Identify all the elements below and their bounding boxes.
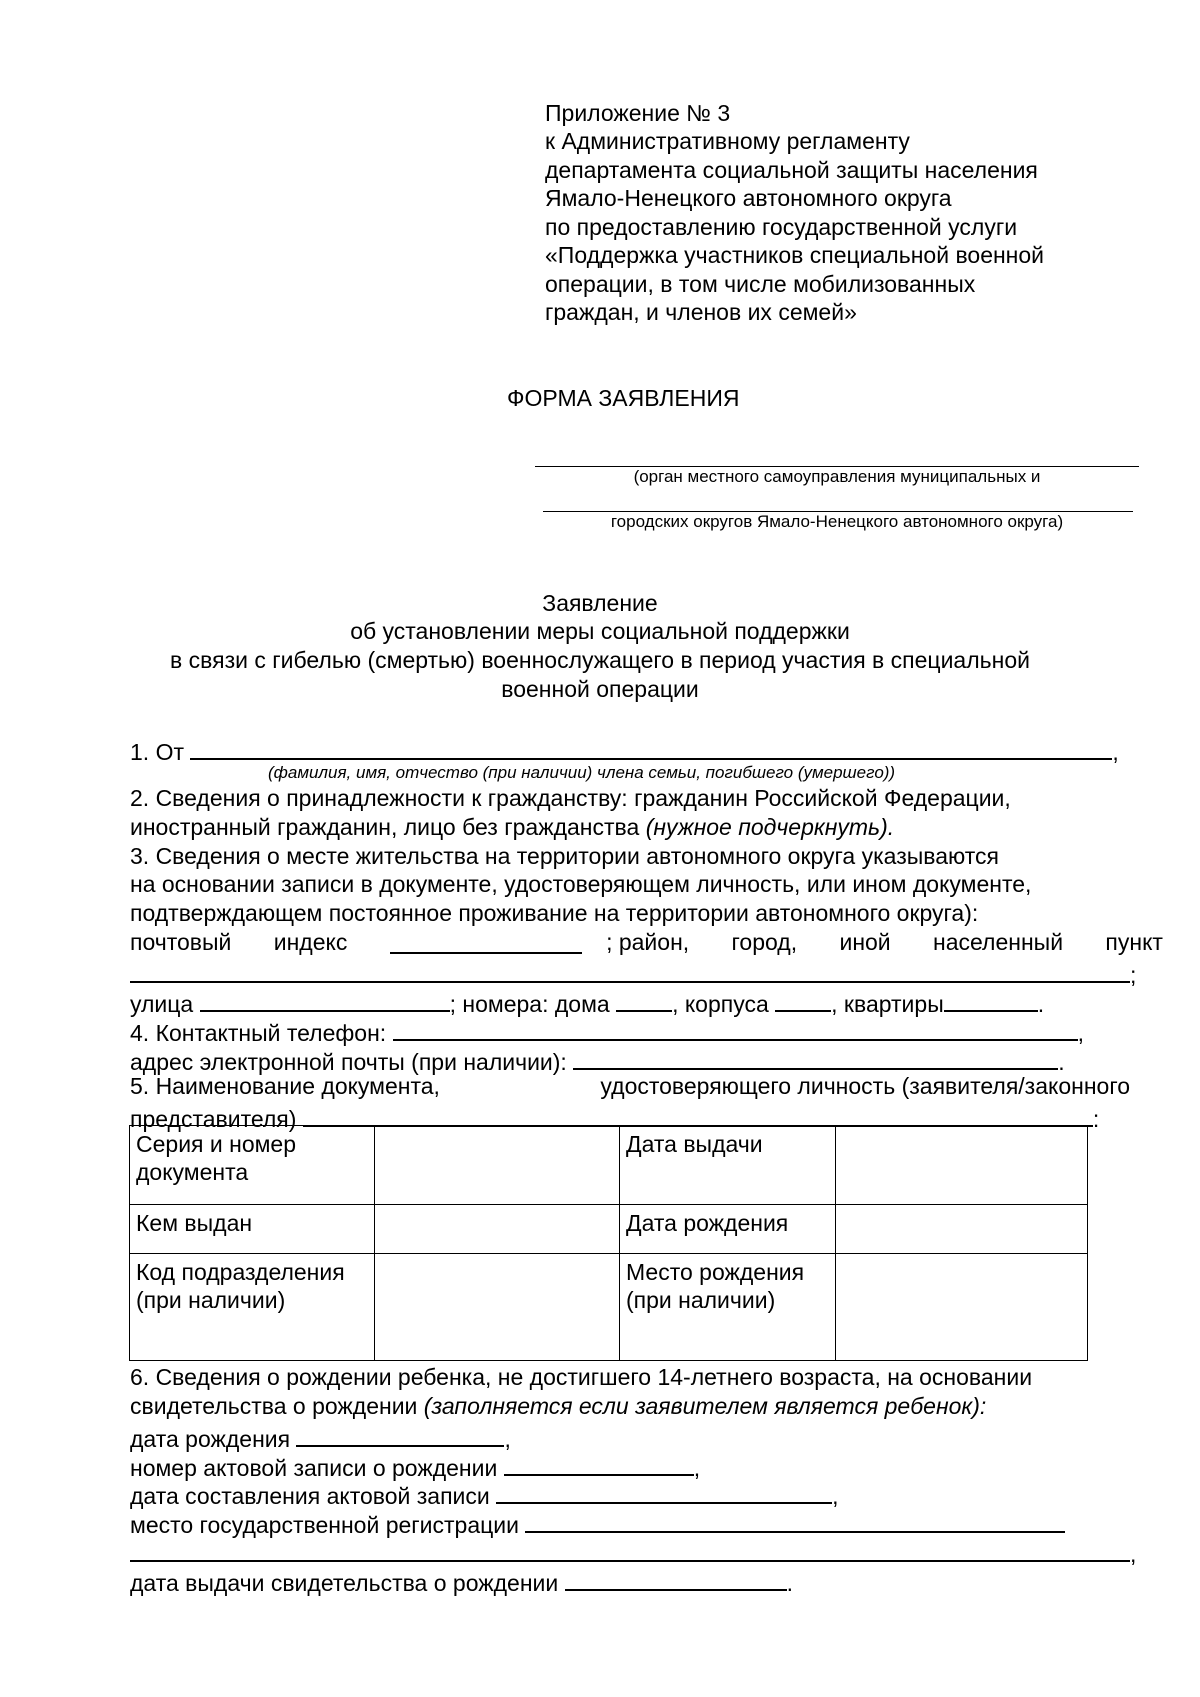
act-date-field[interactable] xyxy=(496,1478,832,1504)
phone-label: 4. Контактный телефон: xyxy=(130,1020,387,1046)
reg-place-field[interactable] xyxy=(525,1507,1065,1533)
s6-act-number-line xyxy=(130,1450,1130,1481)
s6-comma: , xyxy=(693,1455,701,1481)
korpus-label: , корпуса xyxy=(672,991,769,1017)
act-date-label: дата составления актовой записи xyxy=(130,1483,490,1509)
s3-word: город, xyxy=(731,929,798,955)
s3-word: ; район, xyxy=(606,929,690,955)
reg-place-label: место государственной регистрации xyxy=(130,1512,520,1538)
cert-date-label: дата выдачи свидетельства о рождении xyxy=(130,1570,559,1596)
s3-semicolon: ; xyxy=(1130,962,1137,988)
doc-title: Заявление xyxy=(542,590,658,616)
header-line: Ямало-Ненецкого автономного округа xyxy=(545,185,952,211)
child-birth-date-field[interactable] xyxy=(296,1421,504,1447)
s5-line1 xyxy=(130,1072,1130,1100)
table-label: Серия и номер документа xyxy=(130,1126,375,1205)
s4-comma: , xyxy=(1077,1020,1084,1046)
email-label: адрес электронной почты (при наличии): xyxy=(130,1049,567,1075)
korpus-field[interactable] xyxy=(775,986,831,1012)
reg-place-field-2[interactable] xyxy=(130,1536,1130,1562)
header-line: по предоставлению государственной услуги xyxy=(545,214,1018,240)
apartment-field[interactable] xyxy=(944,986,1038,1012)
birth-place-cell[interactable] xyxy=(836,1254,1088,1361)
header-line: операции, в том числе мобилизованных xyxy=(545,271,976,297)
s4-phone-line xyxy=(130,1015,1130,1046)
s1-comma: , xyxy=(1112,739,1119,765)
header-line: граждан, и членов их семей» xyxy=(545,299,857,325)
division-code-cell[interactable] xyxy=(375,1254,620,1361)
recipient-caption-1: (орган местного самоуправления муниципальных и xyxy=(633,467,1041,486)
s5-text: удостоверяющего личность (заявителя/законного xyxy=(600,1073,1130,1099)
act-number-field[interactable] xyxy=(504,1450,694,1476)
s2-line1: 2. Сведения о принадлежности к гражданству: гражданин Российской Федерации, xyxy=(130,785,1011,811)
s2-italic: (нужное подчеркнуть). xyxy=(645,814,895,840)
s3-word: населенный xyxy=(933,929,1064,955)
series-number-cell[interactable] xyxy=(375,1126,620,1205)
s5-colon: : xyxy=(1092,1106,1100,1132)
id-document-table xyxy=(129,1125,1088,1361)
section-1 xyxy=(130,734,1130,765)
s6-text: свидетельства о рождении xyxy=(130,1393,418,1419)
postal-code-field[interactable] xyxy=(390,928,582,954)
doc-subtitle: в связи с гибелью (смертью) военнослужащего в период участия в специальной xyxy=(170,647,1030,673)
email-field[interactable] xyxy=(573,1044,1058,1070)
s6-comma: , xyxy=(1130,1541,1137,1567)
s6-cert-date-line xyxy=(130,1565,1130,1596)
recipient-caption-2: городских округов Ямало-Ненецкого автономного округа) xyxy=(610,512,1064,531)
s5-text: 5. Наименование документа, xyxy=(130,1073,440,1099)
applicant-name-field[interactable] xyxy=(190,734,1112,760)
issued-by-cell[interactable] xyxy=(375,1205,620,1254)
table-label: Кем выдан xyxy=(130,1205,375,1254)
s6-italic: (заполняется если заявителем является ребенок): xyxy=(423,1393,987,1419)
s3-street-line xyxy=(130,986,1130,1017)
s2-line2 xyxy=(130,813,1130,841)
table-label: Место рождения (при наличии) xyxy=(620,1254,836,1361)
s1-prefix: 1. От xyxy=(130,739,184,765)
header-line: департамента социальной защиты населения xyxy=(545,157,1038,183)
house-field[interactable] xyxy=(616,986,672,1012)
apartment-label: , квартиры xyxy=(831,991,944,1017)
table-row xyxy=(130,1126,1088,1205)
s3-line3: подтверждающем постоянное проживание на территории автономного округа): xyxy=(130,900,979,926)
s3-address-line xyxy=(130,928,1163,956)
s4-email-line xyxy=(130,1044,1130,1075)
child-birth-date-label: дата рождения xyxy=(130,1426,291,1452)
table-row xyxy=(130,1254,1088,1361)
s6-act-date-line xyxy=(130,1478,1130,1509)
s4-dot: . xyxy=(1058,1049,1065,1075)
s3-locality-line xyxy=(130,957,1137,988)
s6-comma: , xyxy=(504,1426,511,1452)
s6-reg-place-cont xyxy=(130,1536,1137,1567)
street-label: улица xyxy=(130,991,194,1017)
s3-word: индекс xyxy=(273,929,348,955)
id-document-name-field[interactable] xyxy=(303,1101,1093,1127)
cert-date-field[interactable] xyxy=(565,1565,787,1591)
s6-dot: . xyxy=(786,1570,794,1596)
act-number-label: номер актовой записи о рождении xyxy=(130,1455,498,1481)
s6-line1: 6. Сведения о рождении ребенка, не достигшего 14-летнего возраста, на основании xyxy=(130,1364,1033,1390)
doc-subtitle: об установлении меры социальной поддержки xyxy=(350,618,850,644)
phone-field[interactable] xyxy=(393,1015,1078,1041)
s6-birthdate-line xyxy=(130,1421,1130,1452)
table-label: Дата рождения xyxy=(620,1205,836,1254)
s3-line1: 3. Сведения о месте жительства на территории автономного округа указываются xyxy=(130,843,1000,869)
s5-label: представителя) xyxy=(130,1106,297,1132)
s3-word: иной xyxy=(839,929,891,955)
s3-line2: на основании записи в документе, удостоверяющем личность, или ином документе, xyxy=(130,871,1032,897)
table-label: Код подразделения (при наличии) xyxy=(130,1254,375,1361)
header-line: «Поддержка участников специальной военной xyxy=(545,242,1045,268)
s1-caption: (фамилия, имя, отчество (при наличии) члена семьи, погибшего (умершего)) xyxy=(268,763,896,782)
header-line: к Административному регламенту xyxy=(545,128,910,154)
street-field[interactable] xyxy=(200,986,450,1012)
table-row xyxy=(130,1205,1088,1254)
s3-word: пункт xyxy=(1105,929,1163,955)
s6-line2 xyxy=(130,1392,1130,1420)
s2-text: иностранный гражданин, лицо без гражданства xyxy=(130,814,640,840)
table-label: Дата выдачи xyxy=(620,1126,836,1205)
birth-date-cell[interactable] xyxy=(836,1205,1088,1254)
house-label: ; номера: дома xyxy=(449,991,610,1017)
s6-reg-place-line xyxy=(130,1507,1130,1538)
locality-field[interactable] xyxy=(130,957,1130,983)
s3-word: почтовый xyxy=(130,929,232,955)
s3-dot: . xyxy=(1037,991,1045,1017)
header-line: Приложение № 3 xyxy=(545,100,731,126)
issue-date-cell[interactable] xyxy=(836,1126,1088,1205)
s6-comma: , xyxy=(832,1483,839,1509)
form-title: ФОРМА ЗАЯВЛЕНИЯ xyxy=(507,385,740,411)
doc-subtitle: военной операции xyxy=(501,676,699,702)
